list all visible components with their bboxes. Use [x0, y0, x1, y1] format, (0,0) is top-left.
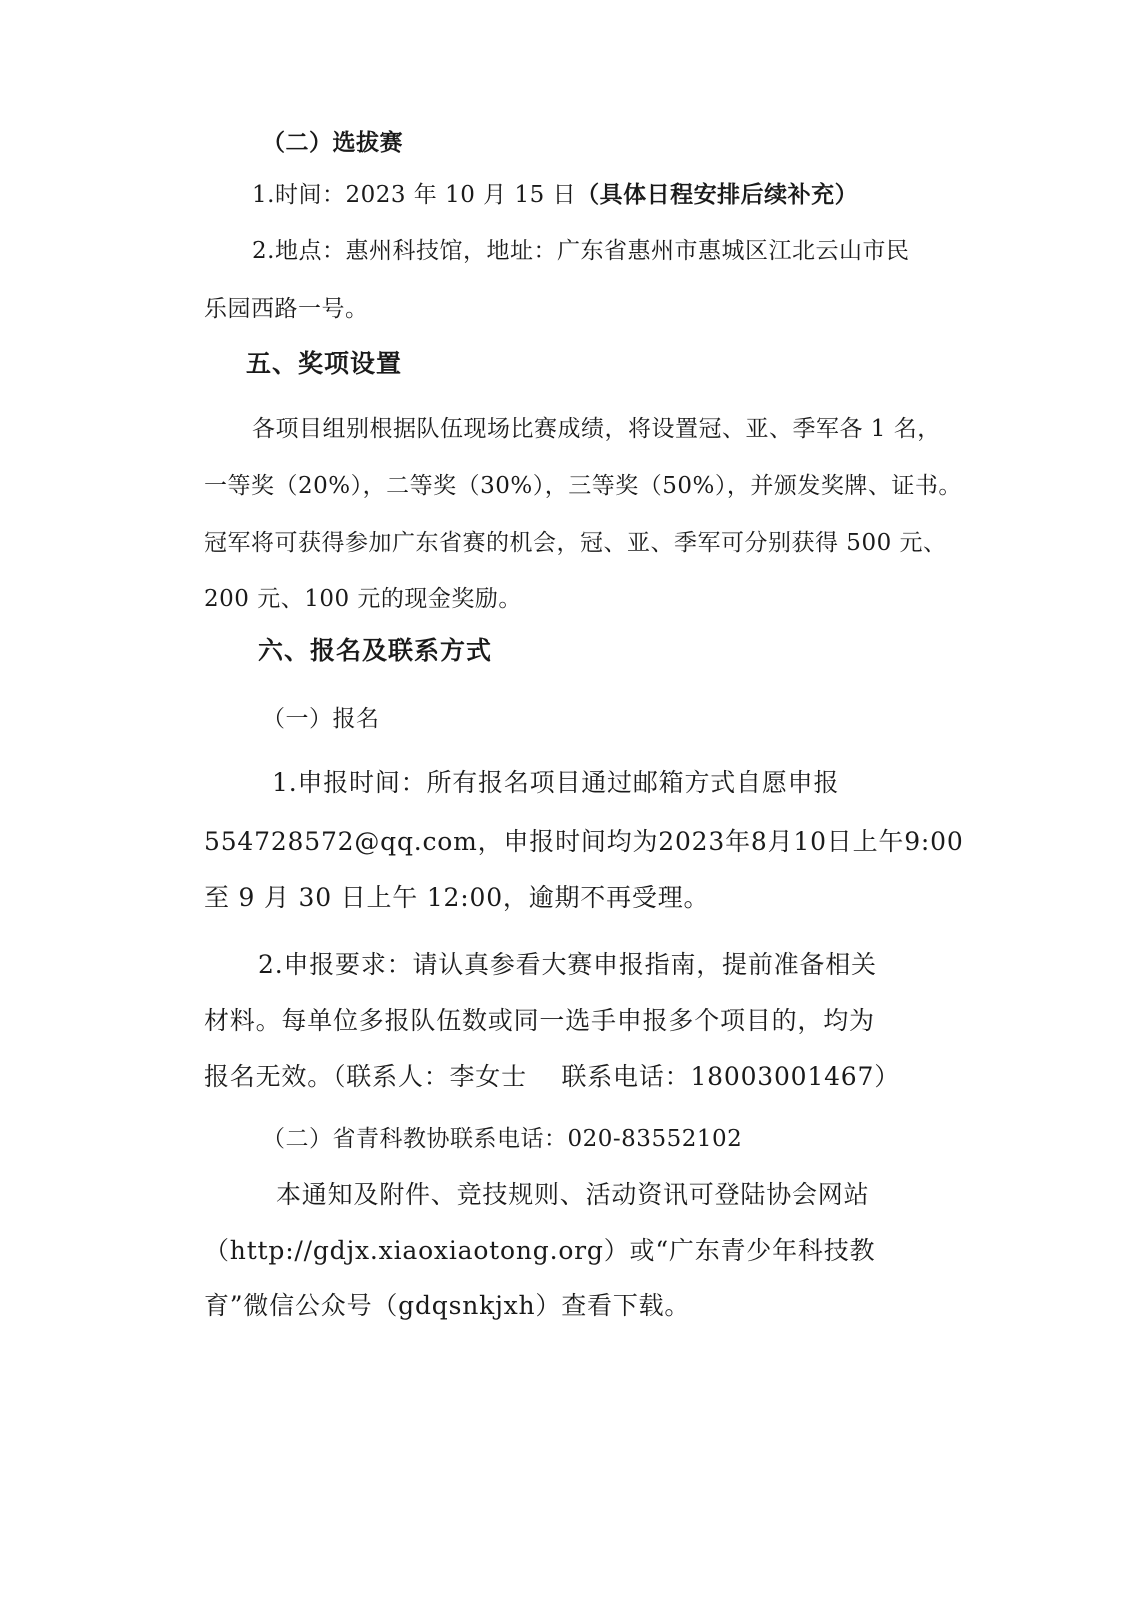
notice-line1: 本通知及附件、竞技规则、活动资讯可登陆协会网站 — [276, 1180, 870, 1209]
selection-place-line1: 2.地点：惠州科技馆，地址：广东省惠州市惠城区江北云山市民 — [252, 238, 910, 264]
selection-time-note: （具体日程安排后续补充） — [576, 181, 859, 208]
registration-time-line1: 1.申报时间：所有报名项目通过邮箱方式自愿申报 — [272, 768, 840, 797]
awards-line-3: 冠军将可获得参加广东省赛的机会，冠、亚、季军可分别获得 500 元、 — [204, 530, 947, 556]
selection-time-label: 1.时间：2023 年 10 月 15 日 — [252, 182, 577, 208]
selection-heading: （二）选拔赛 — [262, 129, 403, 156]
registration-time-line3: 至 9 月 30 日上午 12:00，逾期不再受理。 — [204, 883, 710, 912]
selection-time — [252, 180, 858, 210]
awards-heading: 五、奖项设置 — [246, 349, 403, 378]
awards-line-2: 一等奖（20%），二等奖（30%），三等奖（50%），并颁发奖牌、证书。 — [204, 473, 962, 499]
registration-requirements-line1: 2.申报要求：请认真参看大赛申报指南，提前准备相关 — [258, 950, 877, 979]
registration-requirements-line3: 报名无效。（联系人：李女士 联系电话：18003001467） — [204, 1062, 901, 1091]
awards-line-4: 200 元、100 元的现金奖励。 — [204, 586, 522, 612]
association-phone: （二）省青科教协联系电话：020-83552102 — [262, 1126, 743, 1152]
selection-place-line2: 乐园西路一号。 — [204, 296, 369, 322]
registration-heading: 六、报名及联系方式 — [258, 636, 493, 665]
registration-subheading: （一）报名 — [262, 706, 380, 732]
registration-time-line2: 554728572@qq.com，申报时间均为2023年8月10日上午9:00 — [204, 827, 964, 856]
registration-requirements-line2: 材料。每单位多报队伍数或同一选手申报多个项目的，均为 — [204, 1006, 875, 1035]
awards-line-1: 各项目组别根据队伍现场比赛成绩，将设置冠、亚、季军各 1 名， — [252, 416, 941, 442]
notice-line2: （http://gdjx.xiaoxiaotong.org）或“广东青少年科技教 — [204, 1236, 876, 1265]
notice-line3: 育”微信公众号（gdqsnkjxh）查看下载。 — [204, 1291, 691, 1320]
